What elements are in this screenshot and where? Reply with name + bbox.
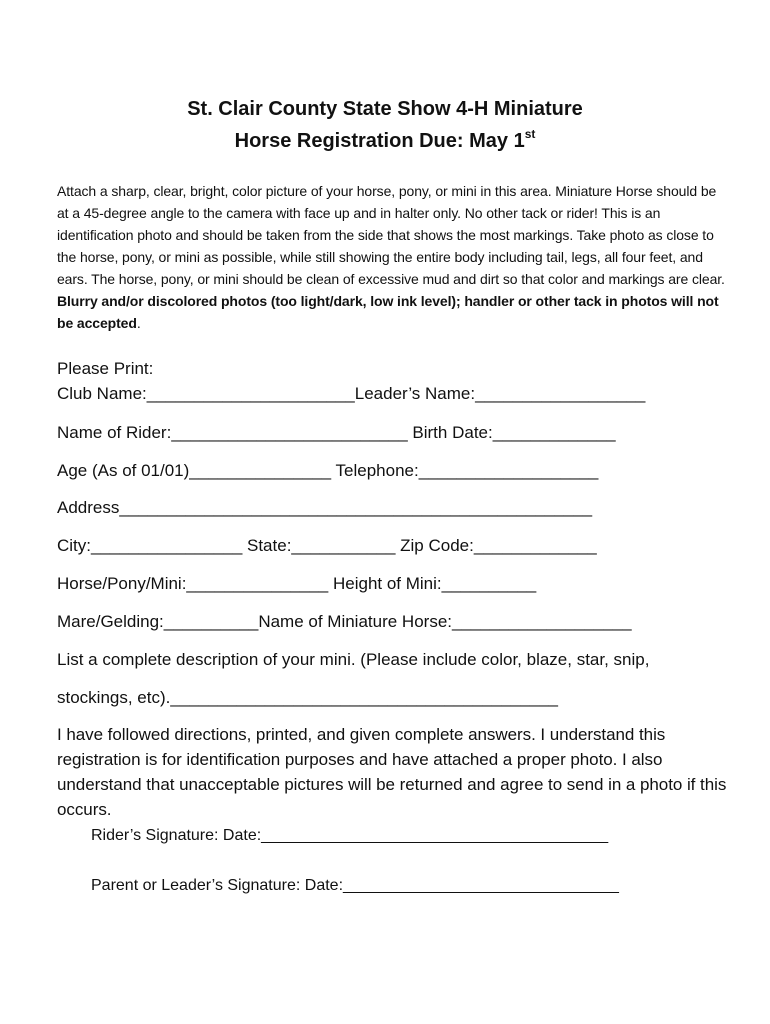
date-superscript: st bbox=[524, 127, 536, 141]
agreement-statement: I have followed directions, printed, and given complete answers. I understand this registration is for identification purposes and have attached a proper photo. I also understand that unacceptable pictures will be returned and agree to send in a photo if this occurs. bbox=[57, 725, 727, 819]
description-field[interactable]: stockings, etc)._________________________________________ bbox=[57, 688, 559, 707]
instructions-end: . bbox=[136, 315, 141, 331]
description-prompt: List a complete description of your mini. (Please include color, blaze, star, snip, bbox=[57, 650, 650, 669]
club-leader-field[interactable]: Club Name:______________________Leader’s Name:__________________ bbox=[57, 384, 646, 403]
instructions-warning: Blurry and/or discolored photos (too light/dark, low ink level); handler or other tack in photos will not be accepted bbox=[57, 293, 719, 331]
form-title-text-1: St. Clair County State Show 4-H Miniature bbox=[187, 98, 583, 120]
form-title-line-2 bbox=[0, 127, 770, 155]
mare-gelding-name-field[interactable]: Mare/Gelding:__________Name of Miniature Horse:___________________ bbox=[57, 612, 632, 631]
horse-height-field[interactable]: Horse/Pony/Mini:_______________ Height of Mini:__________ bbox=[57, 574, 537, 593]
please-print-label: Please Print: bbox=[57, 359, 154, 378]
rider-signature-field[interactable]: Rider’s Signature: Date:_______________________________________ bbox=[91, 827, 609, 844]
city-state-zip-field[interactable]: City:________________ State:___________ Zip Code:_____________ bbox=[57, 536, 597, 555]
parent-leader-signature-field[interactable]: Parent or Leader’s Signature: Date:_______________________________ bbox=[91, 877, 619, 894]
photo-instructions bbox=[57, 180, 727, 334]
instructions-text: Attach a sharp, clear, bright, color picture of your horse, pony, or mini in this area. Miniature Horse should be at a 45-degree angle to the camera with face up and in halter only. No other tack or rider! This is an identification photo and should be taken from the side that shows the most markings. Take photo as close to the horse, pony, or mini as possible, while still showing the entire body including tail, legs, all four feet, and ears. The horse, pony, or mini should be clean of excessive mud and dirt so that color and markings are clear. bbox=[57, 183, 725, 287]
rider-birthdate-field[interactable]: Name of Rider:_________________________ Birth Date:_____________ bbox=[57, 423, 616, 442]
age-telephone-field[interactable]: Age (As of 01/01)_______________ Telephone:___________________ bbox=[57, 461, 599, 480]
form-title-line-1 bbox=[0, 95, 770, 123]
address-field[interactable]: Address__________________________________________________ bbox=[57, 498, 593, 517]
form-title-text-2: Horse Registration Due: May 1 bbox=[234, 130, 525, 152]
